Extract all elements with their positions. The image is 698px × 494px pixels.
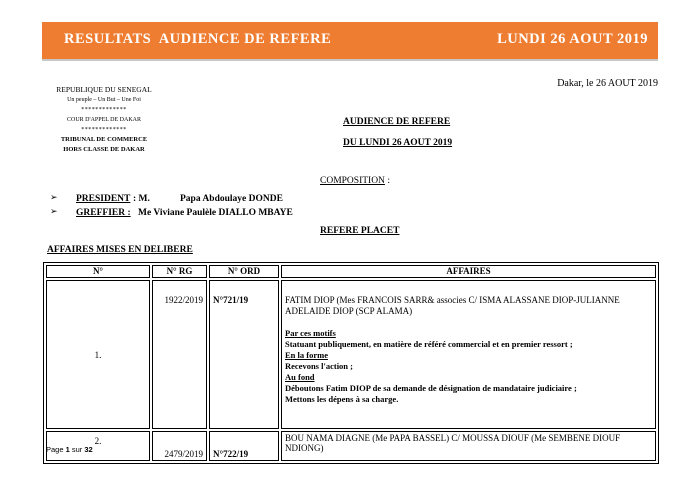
row-rg: 1922/2019 [152, 280, 207, 429]
place-date: Dakar, le 26 AOUT 2019 [557, 78, 658, 89]
motto: Un peuple – Un But – Une Foi [67, 97, 141, 103]
header-bar [42, 22, 658, 61]
president-sep: : M. [133, 194, 150, 204]
header-ord: N° ORD [209, 265, 279, 278]
header-rg: N° RG [152, 265, 207, 278]
page-number: 1 [65, 445, 70, 454]
recevons-text: Recevons l'action ; [285, 361, 353, 371]
arrow-bullet-icon: ➢ [50, 193, 58, 203]
statuant-text: Statuant publiquement, en matière de référé commercial et en premier ressort ; [285, 339, 573, 349]
greffier-role: GREFFIER : [76, 208, 131, 218]
page-label: Page [46, 445, 66, 454]
tribunal-class: HORS CLASSE DE DAKAR [63, 146, 145, 153]
header-title: RESULTATS AUDIENCE DE REFERE [64, 31, 332, 47]
row-ord: N°721/19 [209, 280, 279, 429]
table-row [46, 280, 656, 429]
separator-stars: ************* [81, 107, 127, 113]
table-row [46, 431, 656, 461]
fond-label: Au fond [285, 372, 315, 382]
motifs-label: Par ces motifs [285, 328, 336, 338]
row-num: 2. [46, 431, 150, 461]
arrow-bullet-icon: ➢ [50, 207, 58, 217]
row-rg: 2479/2019 [152, 431, 207, 461]
audience-date: DU LUNDI 26 AOUT 2019 [343, 138, 453, 148]
depens-text: Mettons les dépens à sa charge. [285, 394, 399, 404]
greffier-name: Me Viviane Paulèle DIALLO MBAYE [138, 208, 293, 218]
row-ord: N°722/19 [209, 431, 279, 461]
president-name: Papa Abdoulaye DONDE [180, 194, 283, 204]
separator-stars: ************* [81, 127, 127, 133]
page-total: 32 [84, 445, 93, 454]
page-of-label: sur [69, 445, 85, 454]
table-header-row [46, 265, 656, 278]
row-affaire [281, 280, 656, 429]
president-role: PRESIDENT [76, 194, 131, 204]
header-num: N° [46, 265, 150, 278]
row-num: 1. [46, 280, 150, 429]
composition-heading [320, 176, 390, 186]
composition-suffix: : [384, 176, 390, 186]
court-name: COUR D'APPEL DE DAKAR [66, 117, 142, 123]
forme-label: En la forme [285, 350, 328, 360]
deboutons-text: Déboutons Fatim DIOP de sa demande de désignation de mandataire judiciaire ; [285, 383, 577, 393]
cases-table [43, 262, 659, 464]
page-footer [46, 445, 93, 454]
republic-name: REPUBLIQUE DU SENEGAL [56, 85, 152, 94]
institution-block [44, 85, 164, 155]
audience-title: AUDIENCE DE REFERE [343, 117, 451, 127]
composition-label: COMPOSITION [320, 176, 385, 186]
case-parties: FATIM DIOP (Mes FRANCOIS SARR& associes C/ ISMA ALASSANE DIOP-JULIANNE ADELAIDE DIOP (SCP ALAMA) [285, 295, 620, 316]
header-affaires: AFFAIRES [281, 265, 656, 278]
section-title: REFERE PLACET [320, 226, 400, 236]
tribunal-name: TRIBUNAL DE COMMERCE [60, 136, 148, 143]
row-affaire: BOU NAMA DIAGNE (Me PAPA BASSEL) C/ MOUSSA DIOUF (Me SEMBENE DIOUF NDIONG) [281, 431, 656, 461]
header-date: LUNDI 26 AOUT 2019 [497, 31, 648, 47]
subsection-title: AFFAIRES MISES EN DELIBERE [47, 245, 193, 255]
decision-block [285, 328, 652, 405]
